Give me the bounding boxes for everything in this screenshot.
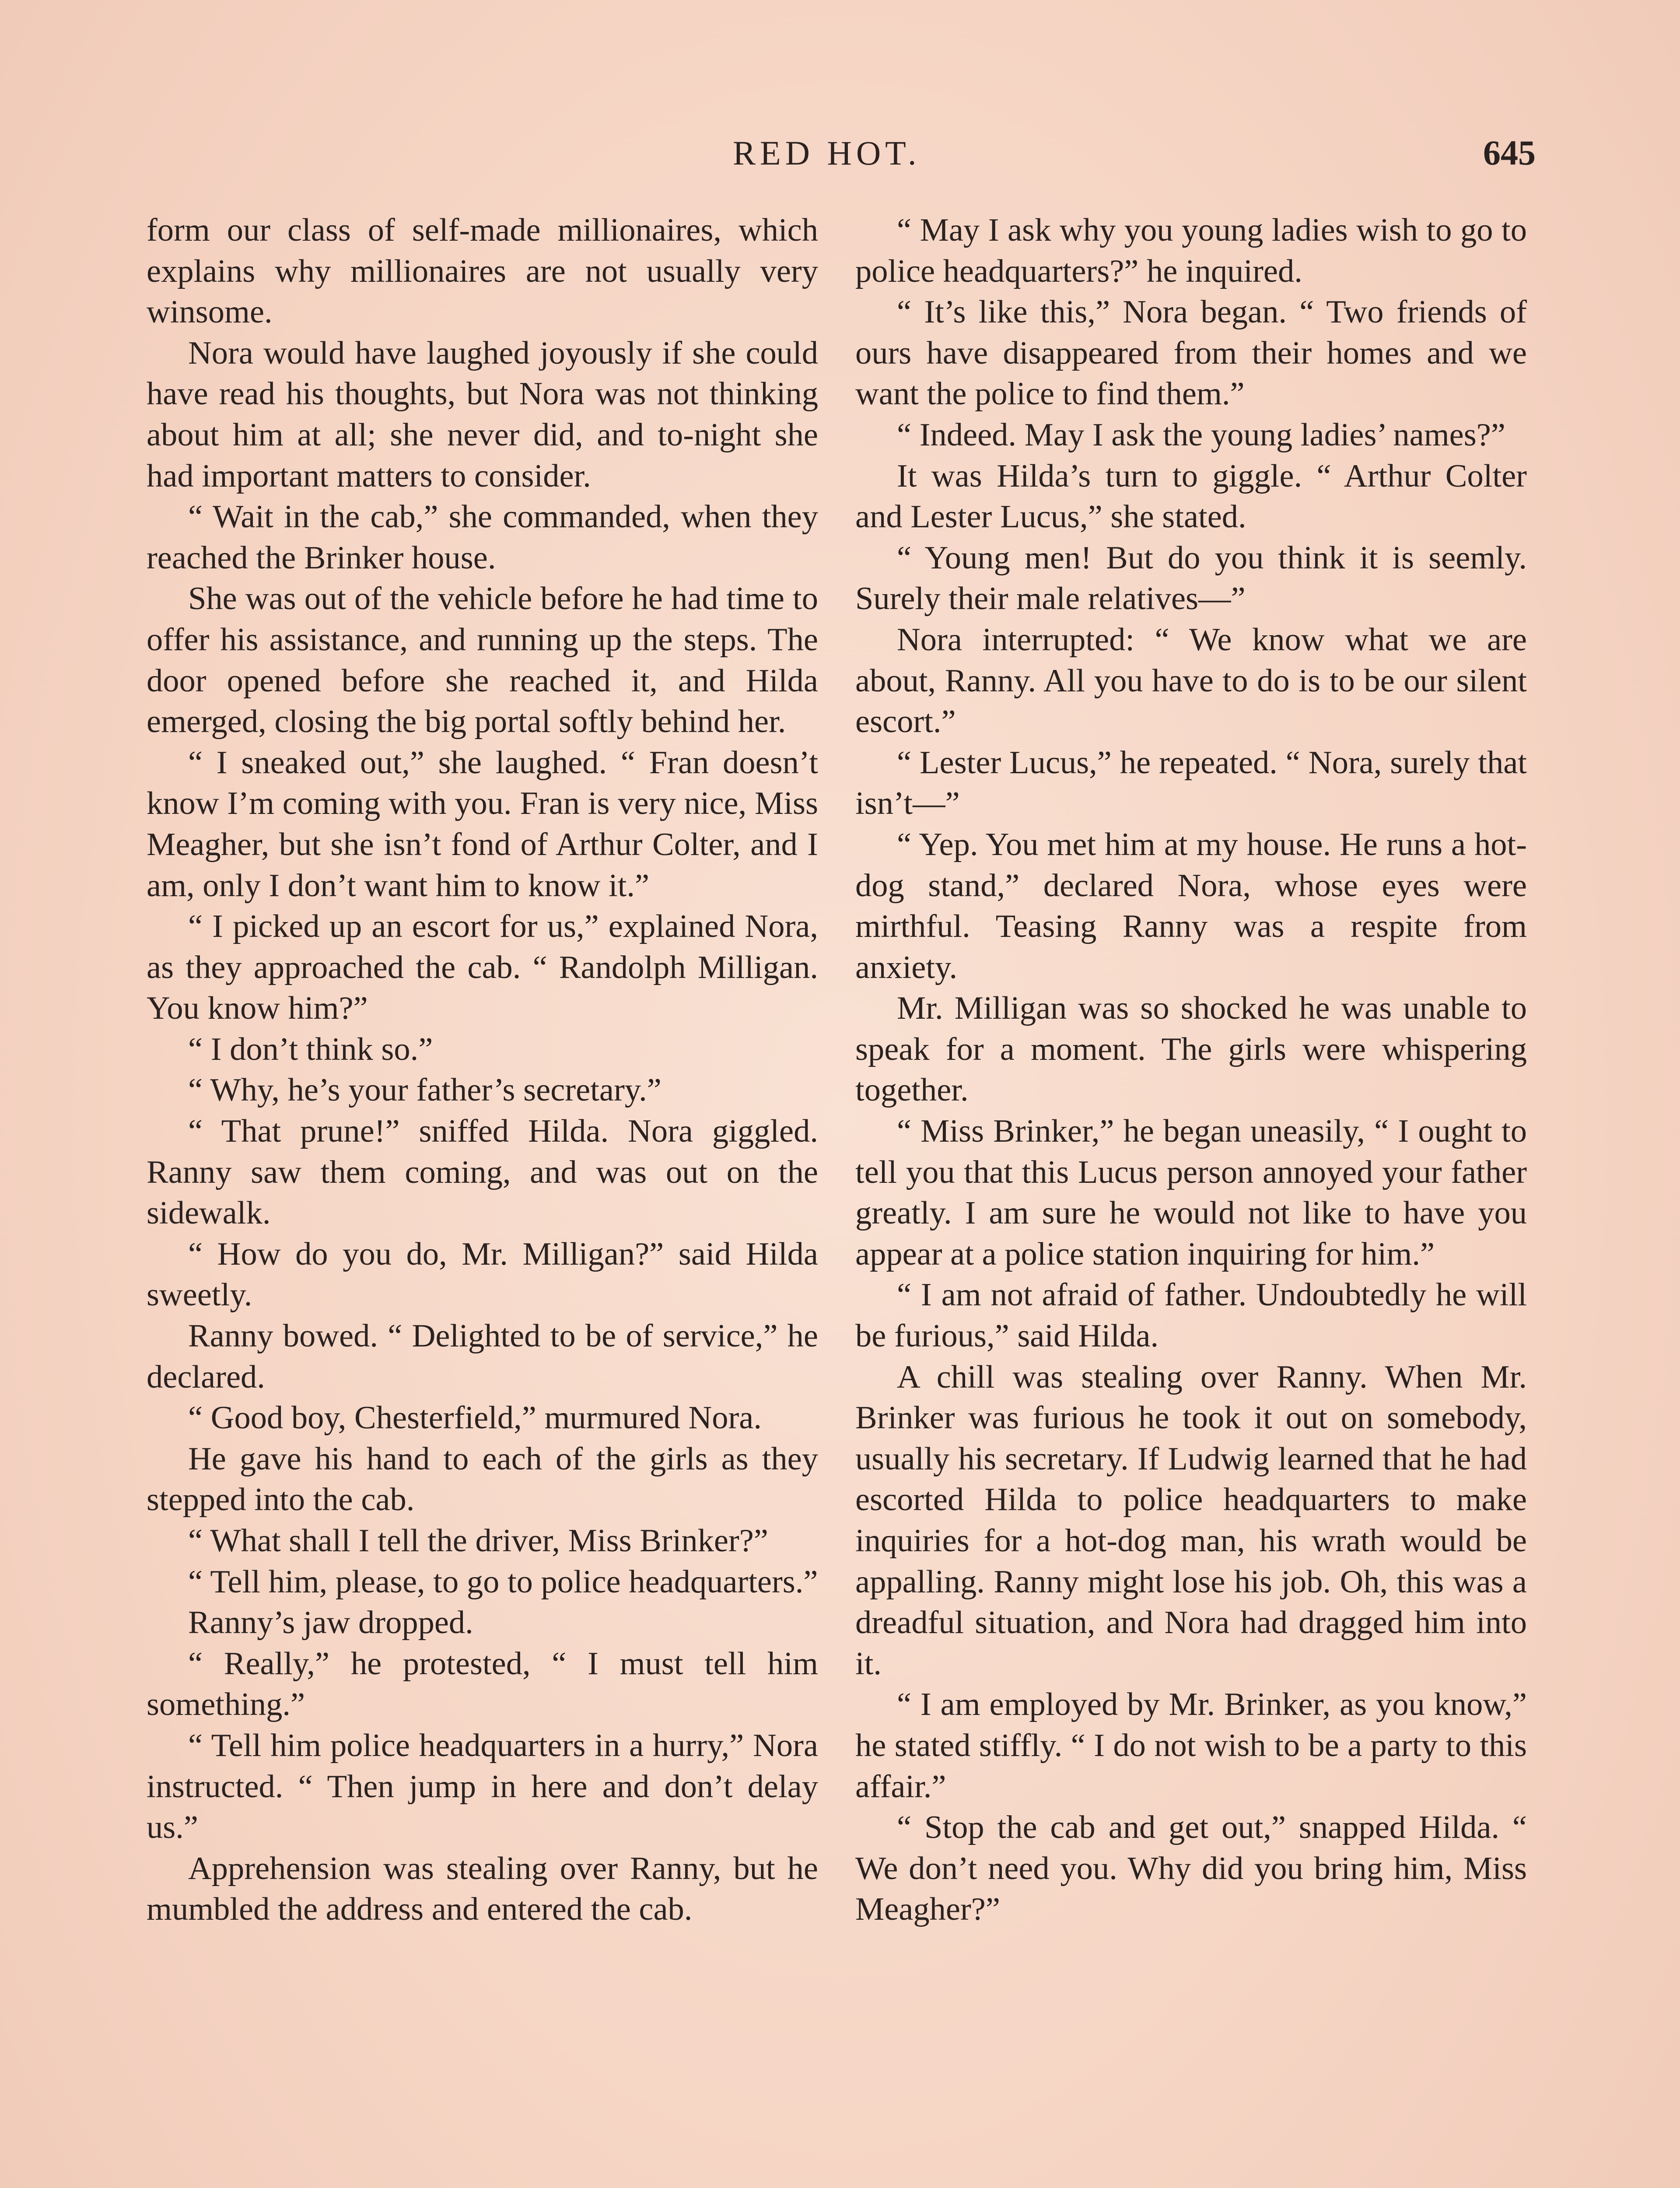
paragraph: “ Young men! But do you think it is seemly. Surely their male relatives—” bbox=[855, 540, 1527, 617]
paragraph: “ Good boy, Chesterfield,” murmured Nora. bbox=[188, 1400, 762, 1436]
paragraph: Apprehension was stealing over Ranny, but he mumbled the address and entered the cab. bbox=[147, 1850, 818, 1928]
paragraph: “ May I ask why you young ladies wish to go to police headquarters?” he inquired. bbox=[855, 212, 1527, 289]
running-title: RED HOT. bbox=[733, 134, 921, 172]
page-header bbox=[0, 125, 1680, 182]
paragraph: “ It’s like this,” Nora began. “ Two friends of ours have disappeared from their homes and we want the police to find them.” bbox=[855, 294, 1527, 412]
paragraph: Nora interrupted: “ We know what we are about, Ranny. All you have to do is to be our silent escort.” bbox=[855, 621, 1527, 740]
page-number: 645 bbox=[1483, 134, 1536, 172]
paragraph: “ I sneaked out,” she laughed. “ Fran doesn’t know I’m coming with you. Fran is very nice, Miss Meagher, but she isn’t fond of Arthur Colter, and I am, only I don’t want him to know it.” bbox=[147, 744, 818, 904]
paragraph: “ Wait in the cab,” she commanded, when they reached the Brinker house. bbox=[147, 499, 818, 576]
paragraph: “ Why, he’s your father’s secretary.” bbox=[188, 1072, 662, 1108]
paragraph: “ Yep. You met him at my house. He runs a hot-dog stand,” declared Nora, whose eyes were mirthful. Teasing Ranny was a respite from anxiety. bbox=[855, 826, 1527, 985]
paragraph: “ I am employed by Mr. Brinker, as you know,” he stated stiffly. “ I do not wish to be a party to this affair.” bbox=[855, 1687, 1527, 1805]
paragraph: “ Indeed. May I ask the young ladies’ names?” bbox=[897, 417, 1505, 453]
paragraph: Nora would have laughed joyously if she could have read his thoughts, but Nora was not thinking about him at all; she never did, and to-night she had important matters to consider. bbox=[147, 335, 818, 494]
paragraph: It was Hilda’s turn to giggle. “ Arthur Colter and Lester Lucus,” she stated. bbox=[855, 458, 1527, 535]
paragraph: “ I don’t think so.” bbox=[188, 1031, 433, 1067]
paragraph: A chill was stealing over Ranny. When Mr. Brinker was furious he took it out on somebody, usually his secretary. If Ludwig learned that he had escorted Hilda to police headquarters to make inquiries for a hot-dog man, his wrath would be appalling. Ranny might lose his job. Oh, this was a dreadful situation, and Nora had dragged him into it. bbox=[855, 1359, 1527, 1682]
paragraph: “ Tell him, please, to go to police headquarters.” bbox=[188, 1564, 818, 1600]
paragraph: Mr. Milligan was so shocked he was unable to speak for a moment. The girls were whispering together. bbox=[855, 990, 1527, 1108]
paragraph: “ I picked up an escort for us,” explained Nora, as they approached the cab. “ Randolph Milligan. You know him?” bbox=[147, 908, 818, 1027]
paragraph: “ Lester Lucus,” he repeated. “ Nora, surely that isn’t—” bbox=[855, 744, 1527, 822]
paragraph: “ Miss Brinker,” he began uneasily, “ I ought to tell you that this Lucus person annoyed your father greatly. I am sure he would not like to have you appear at a police station inquiring for him.” bbox=[855, 1113, 1527, 1272]
paragraph: form our class of self-made millionaires, which explains why millionaires are not usually very winsome. bbox=[147, 212, 818, 330]
left-column bbox=[147, 210, 818, 2188]
paragraph: “ Stop the cab and get out,” snapped Hilda. “ We don’t need you. Why did you bring him, Miss Meagher?” bbox=[855, 1809, 1527, 1928]
paragraph: “ Really,” he protested, “ I must tell him something.” bbox=[147, 1645, 818, 1723]
paragraph: “ How do you do, Mr. Milligan?” said Hilda sweetly. bbox=[147, 1236, 818, 1313]
paragraph: “ I am not afraid of father. Undoubtedly he will be furious,” said Hilda. bbox=[855, 1277, 1527, 1354]
paragraph: “ That prune!” sniffed Hilda. Nora giggled. Ranny saw them coming, and was out on the sidewalk. bbox=[147, 1113, 818, 1231]
paragraph: Ranny bowed. “ Delighted to be of service,” he declared. bbox=[147, 1318, 818, 1395]
paragraph: She was out of the vehicle before he had time to offer his assistance, and running up the steps. The door opened before she reached it, and Hilda emerged, closing the big portal softly behind her. bbox=[147, 581, 818, 740]
paragraph: He gave his hand to each of the girls as they stepped into the cab. bbox=[147, 1441, 818, 1518]
right-column bbox=[855, 210, 1527, 2188]
paragraph: “ Tell him police headquarters in a hurry,” Nora instructed. “ Then jump in here and don’t delay us.” bbox=[147, 1727, 818, 1846]
paragraph: Ranny’s jaw dropped. bbox=[188, 1605, 473, 1641]
paragraph: “ What shall I tell the driver, Miss Brinker?” bbox=[188, 1523, 768, 1559]
